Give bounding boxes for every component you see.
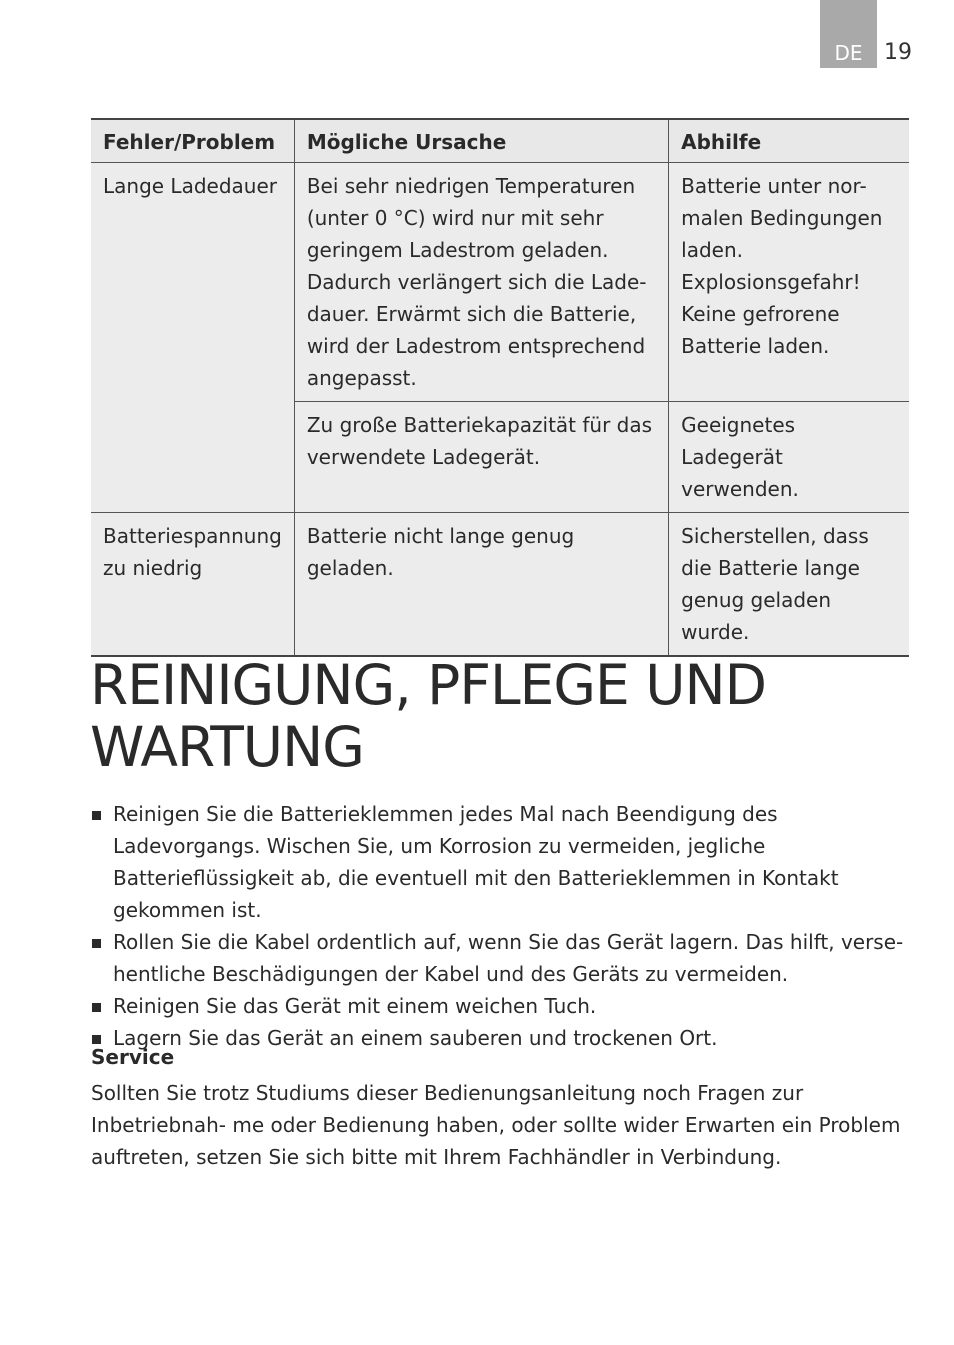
list-item: [91, 990, 913, 1022]
header-remedy: Abhilfe: [669, 119, 909, 163]
service-text: Sollten Sie trotz Studiums dieser Bedienungsanleitung noch Fragen zur Inbetriebnah- me oder Bedienung haben, oder sollte wider Erwarten ein Problem auftreten, setzen Sie sich bitte mit Ihrem Fachhändler in Verbindung.: [91, 1081, 901, 1169]
cell-cause: Zu große Batteriekapazität für das verwendete Ladegerät.: [294, 402, 668, 513]
cell-remedy: Batterie unter nor- malen Bedingungen laden. Explosionsgefahr! Keine gefrorene Batterie laden.: [669, 163, 909, 402]
table-header-row: [91, 119, 909, 163]
language-tab: [820, 0, 877, 68]
header-cause: Mögliche Ursache: [294, 119, 668, 163]
square-bullet-icon: [92, 811, 101, 820]
cell-cause: Bei sehr niedrigen Temperaturen (unter 0 °C) wird nur mit sehr geringem Ladestrom geladen. Dadurch verlängert sich die Lade- dauer. Erwärmt sich die Batterie, wird der Ladestrom entsprechend angepasst.: [294, 163, 668, 402]
care-instructions-list: [91, 798, 913, 1054]
language-label: DE: [834, 41, 863, 65]
header-problem: Fehler/Problem: [91, 119, 294, 163]
table-row: [91, 513, 909, 657]
table-row: [91, 163, 909, 402]
list-item: [91, 798, 913, 926]
service-heading: Service: [91, 1045, 175, 1069]
list-item-text: Lagern Sie das Gerät an einem sauberen und trockenen Ort.: [113, 1026, 718, 1050]
cell-cause: Batterie nicht lange genug geladen.: [294, 513, 668, 657]
cell-remedy: Geeignetes Ladegerät verwenden.: [669, 402, 909, 513]
list-item-text: Reinigen Sie die Batterieklemmen jedes Mal nach Beendigung des Ladevorgangs. Wischen Sie, um Korrosion zu vermeiden, jegliche Batterieflüssigkeit ab, die eventuell mit den Batterieklemmen in Kontakt gekommen ist.: [113, 802, 839, 922]
list-item: [91, 926, 913, 990]
cell-problem: Lange Ladedauer: [91, 163, 294, 513]
list-item-text: Rollen Sie die Kabel ordentlich auf, wenn Sie das Gerät lagern. Das hilft, verse- hentliche Beschädigungen der Kabel und des Geräts zu vermeiden.: [113, 930, 904, 986]
cell-problem: Batteriespannung zu niedrig: [91, 513, 294, 657]
troubleshooting-table: [91, 118, 909, 657]
list-item: [91, 1022, 913, 1054]
section-title: REINIGUNG, PFLEGE UND WARTUNG: [90, 653, 766, 779]
square-bullet-icon: [92, 939, 101, 948]
square-bullet-icon: [92, 1003, 101, 1012]
page-number: 19: [884, 40, 912, 65]
cell-remedy: Sicherstellen, dass die Batterie lange genug geladen wurde.: [669, 513, 909, 657]
list-item-text: Reinigen Sie das Gerät mit einem weichen Tuch.: [113, 994, 597, 1018]
